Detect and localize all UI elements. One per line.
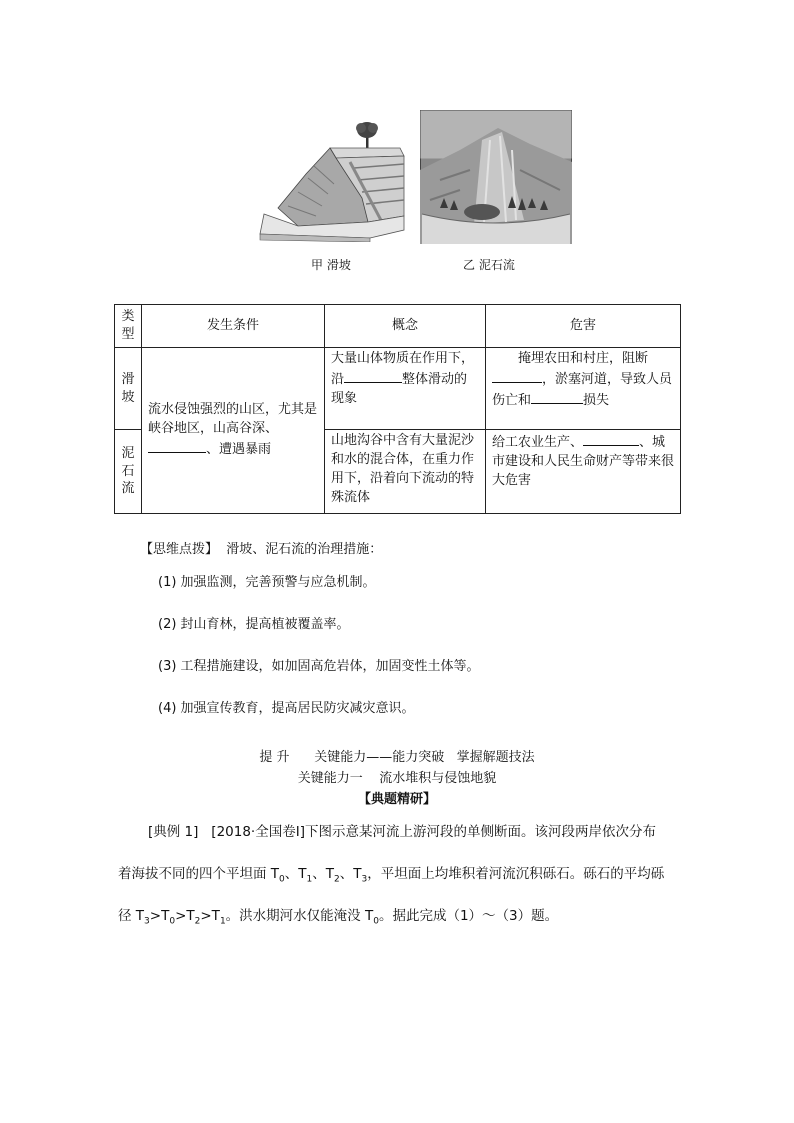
example-line-3: 径 $T_3>T_0>T_2>T_1$。洪水期河水仅能淹没 $T_0$。据此完成（1）～（3）题。 [118, 908, 559, 927]
fill-blank [583, 432, 639, 446]
example-source: [2018·全国卷Ⅰ] [211, 824, 305, 840]
fill-blank [531, 390, 583, 404]
hazard-landslide: 掩埋农田和村庄，阻断，淤塞河道，导致人员伤亡和 损失 [486, 348, 681, 430]
header-hazard: 危害 [486, 305, 681, 348]
header-concept: 概念 [325, 305, 486, 348]
example-line-2: 着海拔不同的四个平坦面 $T_0$、$T_1$、$T_2$、$T_3$，平坦面上均堆积着河流沉积砾石。砾石的平均砾 [118, 866, 665, 885]
figure-caption-debris-flow: 乙 泥石流 [463, 258, 515, 272]
debris-flow-illustration [420, 110, 572, 244]
landslide-illustration [258, 118, 406, 242]
fill-blank [344, 369, 402, 383]
hazard-debris-flow: 给工农业生产、 、城市建设和人民生命财产等带来很大危害 [486, 430, 681, 514]
table-header-row [115, 305, 681, 348]
tips-item-4: (4) 加强宣传教育，提高居民防灾减灾意识。 [158, 701, 415, 716]
tips-item-2: (2) 封山育林，提高植被覆盖率。 [158, 617, 350, 632]
concept-landslide: 大量山体物质在作用下，沿 整体滑动的现象 [325, 348, 486, 430]
fill-blank [148, 439, 206, 453]
example-label: [典例 1] [148, 824, 199, 840]
concept-debris-flow: 山地沟谷中含有大量泥沙和水的混合体，在重力作用下，沿着向下流动的特殊流体 [325, 430, 486, 514]
header-type: 类 型 [115, 305, 142, 348]
table-row-landslide [115, 348, 681, 430]
tips-item-3: (3) 工程措施建设，如加固高危岩体，加固变性土体等。 [158, 659, 480, 674]
section-title: 提 升 关键能力——能力突破 掌握解题技法 [259, 750, 535, 765]
fill-blank [492, 369, 542, 383]
section-label: 【典题精研】 [357, 792, 436, 807]
header-condition: 发生条件 [142, 305, 325, 348]
disaster-table [114, 304, 681, 514]
tips-heading: 【思维点拨】 [140, 542, 219, 557]
figure-caption-landslide: 甲 滑坡 [311, 258, 351, 272]
tips-item-1: (1) 加强监测，完善预警与应急机制。 [158, 575, 376, 590]
type-debris-flow: 泥 石 流 [115, 430, 142, 514]
tips-intro: 【思维点拨】 滑坡、泥石流的治理措施： [140, 542, 383, 557]
type-landslide: 滑 坡 [115, 348, 142, 430]
example-line-1: [典例 1] [2018·全国卷Ⅰ]下图示意某河流上游河段的单侧断面。该河段两岸依次分布 [148, 824, 656, 840]
section-subtitle: 关键能力一 流水堆积与侵蚀地貌 [297, 771, 497, 786]
shared-condition-cell: 流水侵蚀强烈的山区，尤其是峡谷地区，山高谷深、、遭遇暴雨 [142, 348, 325, 514]
